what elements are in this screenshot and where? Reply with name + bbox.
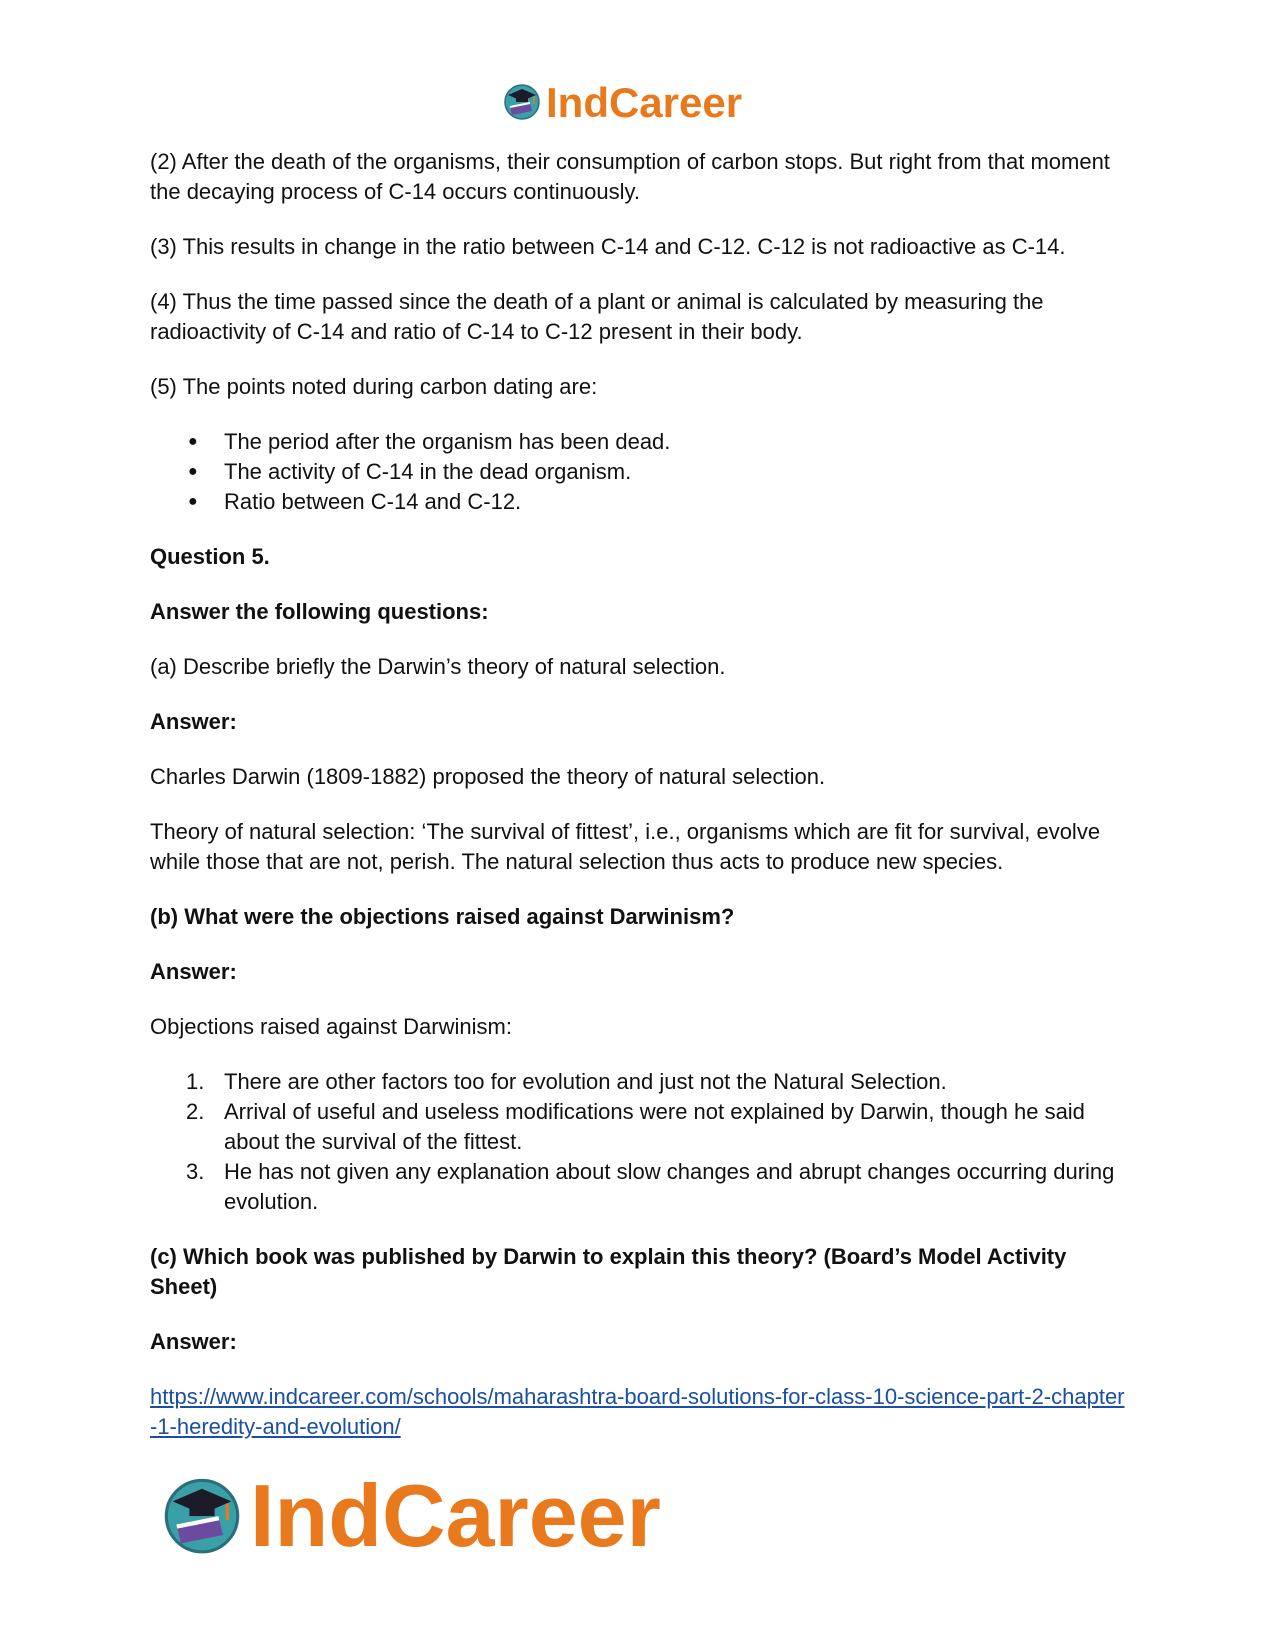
bullet-icon: ● — [188, 463, 198, 480]
list-item-text: There are other factors too for evolution and just not the Natural Selection. — [224, 1069, 947, 1094]
list-item — [188, 457, 1130, 487]
list-item-text: He has not given any explanation about slow changes and abrupt changes occurring during evolution. — [224, 1159, 1115, 1214]
list-item-text: The activity of C-14 in the dead organism. — [224, 459, 632, 484]
list-item — [188, 487, 1130, 517]
answer-b-intro: Objections raised against Darwinism: — [150, 1014, 512, 1039]
answer-label-b: Answer: — [150, 959, 237, 984]
answer-label-a: Answer: — [150, 709, 237, 734]
graduation-cap-globe-icon — [160, 1472, 244, 1561]
list-item-text: The period after the organism has been dead. — [224, 429, 671, 454]
question-c: (c) Which book was published by Darwin to explain this theory? (Board’s Model Activity Sheet) — [150, 1244, 1067, 1299]
brand-name: IndCareer — [250, 1466, 661, 1565]
list-item — [186, 1067, 1130, 1097]
answer-a-line-2: Theory of natural selection: ‘The survival of fittest’, i.e., organisms which are fit for survival, evolve while those that are not, perish. The natural selection thus acts to produce new species. — [150, 819, 1101, 874]
graduation-cap-globe-icon — [502, 81, 542, 126]
bullet-icon: ● — [188, 493, 198, 510]
brand-name: IndCareer — [546, 79, 743, 126]
header-logo — [502, 80, 742, 126]
answer-a-line-1: Charles Darwin (1809-1882) proposed the theory of natural selection. — [150, 764, 826, 789]
list-item — [188, 427, 1130, 457]
question-b: (b) What were the objections raised against Darwinism? — [150, 904, 735, 929]
document-body — [150, 147, 1130, 1467]
bullet-icon: ● — [188, 433, 198, 450]
list-item — [186, 1097, 1130, 1157]
carbon-dating-points-list — [150, 427, 1130, 517]
paragraph-3: (3) This results in change in the ratio between C-14 and C-12. C-12 is not radioactive as C-14. — [150, 234, 1066, 259]
source-link-paragraph — [150, 1382, 1130, 1442]
paragraph-5: (5) The points noted during carbon dating are: — [150, 374, 598, 399]
list-number: 2. — [186, 1099, 205, 1124]
paragraph-2: (2) After the death of the organisms, their consumption of carbon stops. But right from that moment the decaying process of C-14 occurs continuously. — [150, 149, 1110, 204]
question-a: (a) Describe briefly the Darwin’s theory of natural selection. — [150, 654, 726, 679]
list-number: 3. — [186, 1159, 205, 1184]
footer-logo — [160, 1468, 661, 1564]
list-number: 1. — [186, 1069, 205, 1094]
list-item-text: Ratio between C-14 and C-12. — [224, 489, 522, 514]
instruction-heading: Answer the following questions: — [150, 599, 489, 624]
source-link[interactable]: https://www.indcareer.com/schools/maharashtra-board-solutions-for-class-10-science-part-2-chapter-1-heredity-and-evolution/ — [150, 1384, 1125, 1439]
answer-label-c: Answer: — [150, 1329, 237, 1354]
list-item — [186, 1157, 1130, 1217]
list-item-text: Arrival of useful and useless modifications were not explained by Darwin, though he said about the survival of the fittest. — [224, 1099, 1085, 1154]
objections-list — [150, 1067, 1130, 1217]
question-heading: Question 5. — [150, 544, 270, 569]
paragraph-4: (4) Thus the time passed since the death of a plant or animal is calculated by measuring the radioactivity of C-14 and ratio of C-14 to C-12 present in their body. — [150, 289, 1044, 344]
